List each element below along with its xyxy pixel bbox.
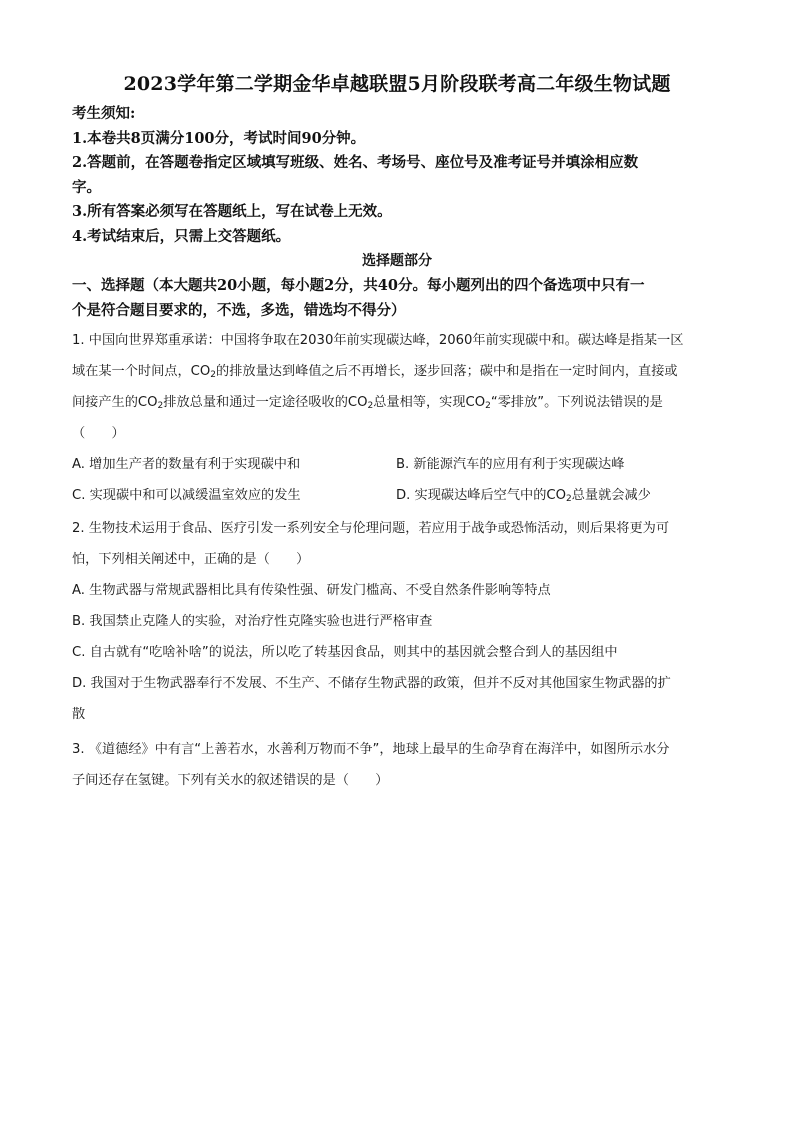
part-intro-line: 一、选择题（本大题共20小题，每小题2分，共40分。每小题列出的四个备选项中只有一 [72,277,645,294]
notice-item: 字。 [72,178,101,196]
option-d: D. 我国对于生物武器奉行不发展、不生产、不储存生物武器的政策，但并不反对其他国家生物武器的扩 [72,676,671,691]
option-a: A. 生物武器与常规武器相比具有传染性强、研发门槛高、不受自然条件影响等特点 [72,583,551,598]
part-intro [72,274,722,323]
exam-notice [72,102,732,249]
notice-heading: 考生须知: [72,105,136,122]
question-1-options [72,449,732,511]
option-d: D. 实现碳达峰后空气中的$CO_2$总量就会减少 [396,488,651,504]
notice-item: 4.考试结束后，只需上交答题纸。 [72,227,291,245]
question-1-line: 域在某一个时间点，$CO_2$的排放量达到峰值之后不再增长，逐步回落；碳中和是指在一定时间内，直接或 [72,364,678,380]
section-heading: 选择题部分 [362,253,432,269]
option-b: B. 我国禁止克隆人的实验，对治疗性克隆实验也进行严格审查 [72,614,433,629]
question-3 [72,734,722,796]
part-intro-line: 个是符合题目要求的，不选，多选，错选均不得分） [72,301,406,319]
option-c: C. 实现碳中和可以减缓温室效应的发生 [72,488,301,503]
question-3-line: 子间还存在氢键。下列有关水的叙述错误的是（ ） [72,773,389,788]
question-1-line: 1. 中国向世界郑重承诺：中国将争取在2030年前实现碳达峰，2060年前实现碳中和。碳达峰是指某一区 [72,333,684,348]
notice-item: 2.答题前，在答题卷指定区域填写班级、姓名、考场号、座位号及准考证号并填涂相应数 [72,154,639,171]
question-1 [72,325,722,449]
option-c: C. 自古就有“吃啥补啥”的说法，所以吃了转基因食品，则其中的基因就会整合到人的基因组中 [72,645,618,660]
option-b: B. 新能源汽车的应用有利于实现碳达峰 [396,457,625,472]
option-a: A. 增加生产者的数量有利于实现碳中和 [72,457,301,472]
question-3-line: 3. 《道德经》中有言“上善若水，水善利万物而不争”，地球上最早的生命孕育在海洋中，如图所示水分 [72,742,670,757]
option-d-continued: 散 [72,707,86,722]
question-2-line: 2. 生物技术运用于食品、医疗引发一系列安全与伦理问题，若应用于战争或恐怖活动，则后果将更为可 [72,521,670,536]
question-1-line: 间接产生的$CO_2$排放总量和通过一定途径吸收的$CO_2$总量相等，实现$CO_2“$零排放”。下列说法错误的是 [72,395,663,411]
page-title: 2023学年第二学期金华卓越联盟5月阶段联考高二年级生物试题 [123,73,671,95]
notice-item: 1.本卷共8页满分100分，考试时间90分钟。 [72,129,366,147]
answer-blank: （ ） [72,426,125,441]
question-2 [72,513,722,730]
notice-item: 3.所有答案必须写在答题纸上，写在试卷上无效。 [72,203,392,220]
question-2-line: 怕，下列相关阐述中，正确的是（ ） [72,552,310,567]
